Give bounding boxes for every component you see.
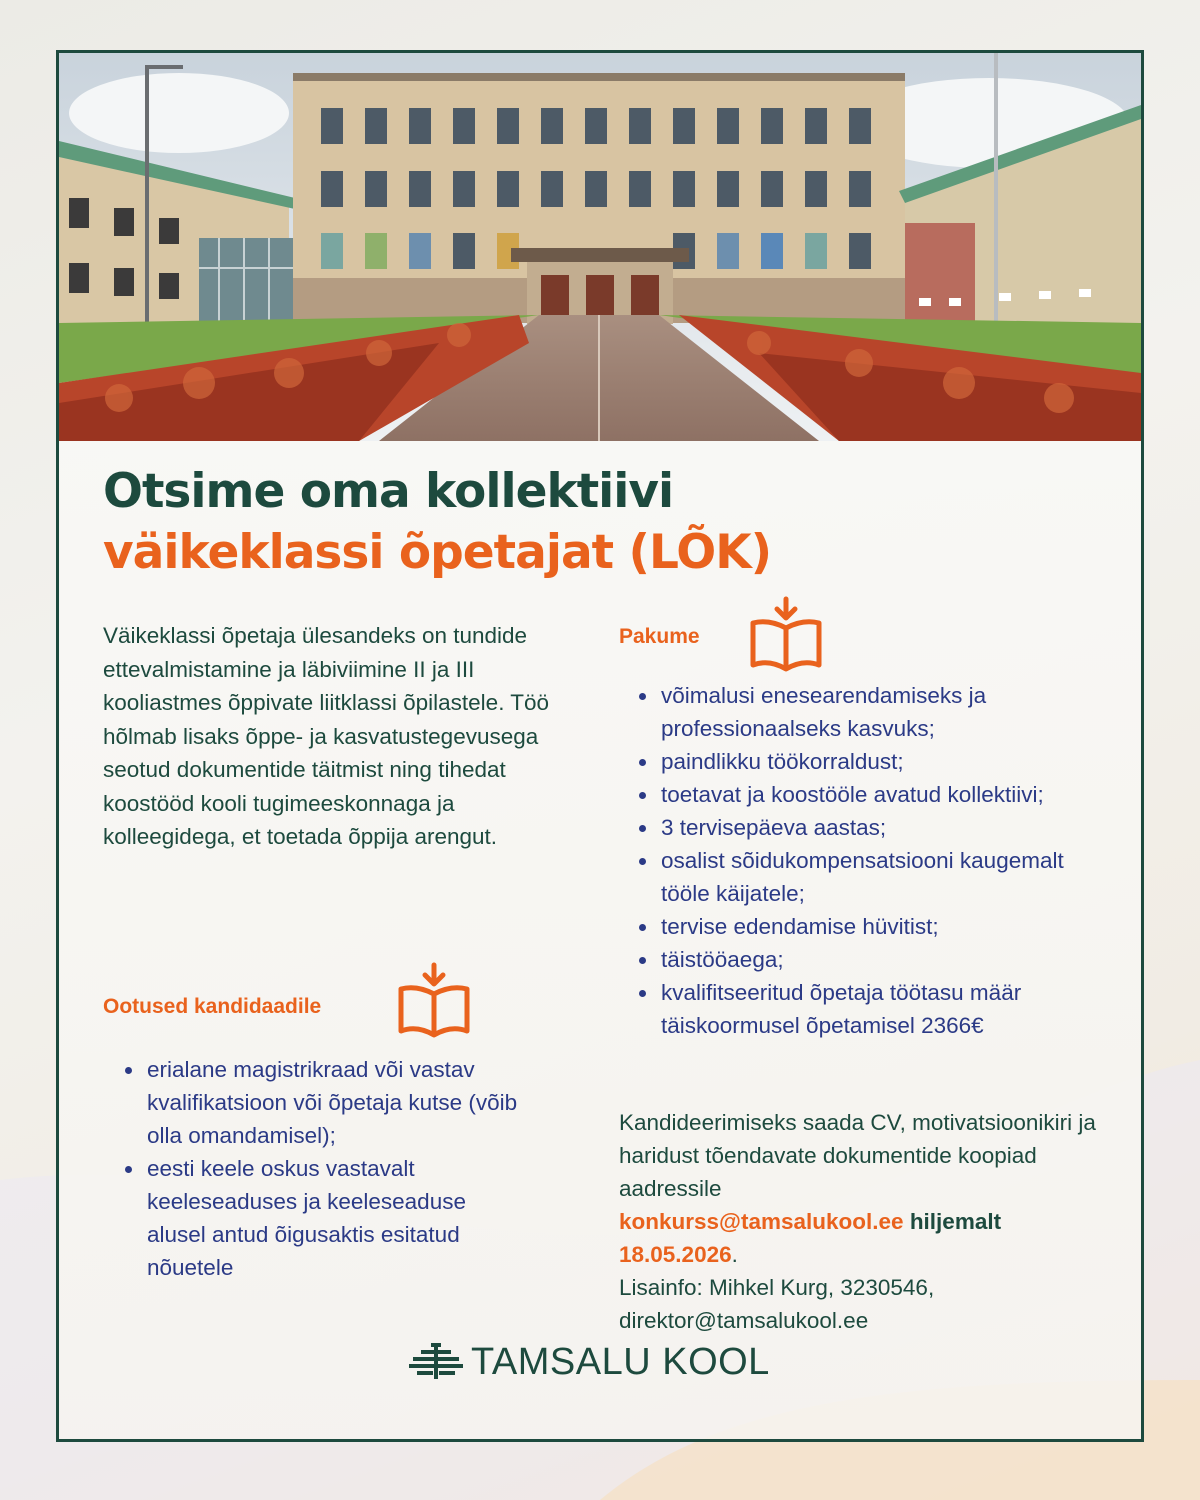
contact-info-line-1: Lisainfo: Mihkel Kurg, 3230546,	[619, 1275, 935, 1300]
list-item: toetavat ja koostööle avatud kollektiivi;	[637, 778, 1117, 811]
book-icon	[745, 595, 827, 675]
list-item: võimalusi enesearendamiseks ja professionaalseks kasvuks;	[637, 679, 1117, 745]
application-info	[619, 1106, 1099, 1337]
list-item: eesti keele oskus vastavalt keeleseaduses ja keeleseaduse alusel antud õigusaktis esitatud nõuetele	[123, 1152, 523, 1284]
list-item: 3 tervisepäeva aastas;	[637, 811, 1117, 844]
list-item: paindlikku töökorraldust;	[637, 745, 1117, 778]
application-email-link[interactable]: konkurss@tamsalukool.ee	[619, 1209, 904, 1234]
offer-list	[637, 679, 1117, 1042]
book-icon	[393, 961, 475, 1041]
application-text: Kandideerimiseks saada CV, motivatsioonikiri ja haridust tõendavate dokumentide koopiad aadressile	[619, 1110, 1096, 1201]
deadline-date: 18.05.2026	[619, 1242, 732, 1267]
list-item: osalist sõidukompensatsiooni kaugemalt tööle käijatele;	[637, 844, 1117, 910]
list-item: erialane magistrikraad või vastav kvalifikatsioon või õpetaja kutse (võib olla omandamisel);	[123, 1053, 523, 1152]
expectations-list	[123, 1053, 523, 1284]
offer-title: Pakume	[619, 625, 700, 648]
poster-frame	[56, 50, 1144, 1442]
contact-email-link[interactable]: direktor@tamsalukool.ee	[619, 1308, 869, 1333]
tree-logo-icon	[409, 1343, 463, 1379]
headline-line-2: väikeklassi õpetajat (LÕK)	[103, 525, 772, 580]
school-logo	[409, 1337, 799, 1387]
headline-line-1: Otsime oma kollektiivi	[103, 464, 674, 519]
headline	[103, 463, 771, 585]
school-building-photo	[59, 53, 1141, 441]
school-name: TAMSALU KOOL	[471, 1341, 770, 1383]
intro-paragraph: Väikeklassi õpetaja ülesandeks on tundide ettevalmistamine ja läbiviimine II ja III kooliastmes õppivate liitklassi õpilastele. Töö hõlmab lisaks õppe- ja kasvatustegevusega seotud dokumentide täitmist ning tihedat koostööd kooli tugimeeskonnaga ja kolleegidega, et toetada õppija arengut.	[103, 623, 550, 849]
list-item: kvalifitseeritud õpetaja töötasu määr täiskoormusel õpetamisel 2366€	[637, 976, 1117, 1042]
list-item: tervise edendamise hüvitist;	[637, 910, 1117, 943]
list-item: täistööaega;	[637, 943, 1117, 976]
expectations-title: Ootused kandidaadile	[103, 995, 322, 1018]
deadline-period: .	[731, 1242, 738, 1267]
deadline-label: hiljemalt	[909, 1209, 1002, 1234]
